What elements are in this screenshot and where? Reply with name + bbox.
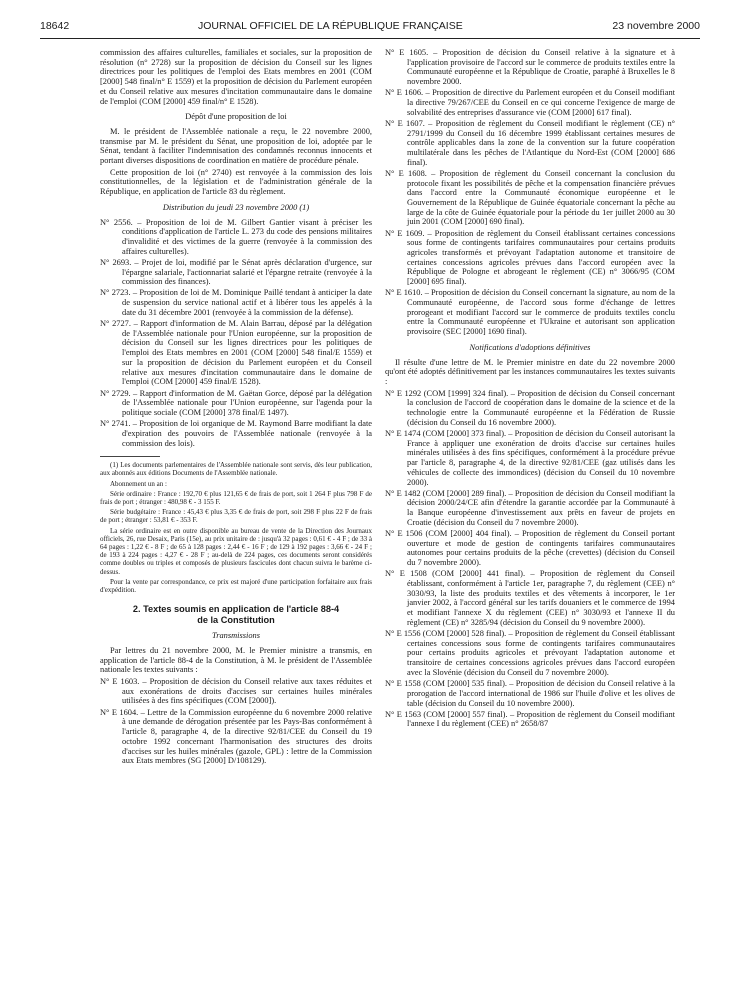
list-item: N° E 1603. – Proposition de décision du Conseil relative aux taxes réduites et aux exonérations de droits d'accises sur certaines huiles minérales utilisées à des fins spécifiques (COM [2000]). xyxy=(100,677,372,706)
list-item: N° E 1608. – Proposition de règlement du Conseil concernant la conclusion du protocole fixant les possibilités de pêche et la compensation financière prévues dans l'accord entre la Communauté économique européenne et le Gouvernement de la République de Guinée équatoriale concernant la pêche au large de la côte de Guinée équatoriale pour la période du 1er juillet 2000 au 30 juin 2001 (COM [2000] 690 final). xyxy=(385,168,675,227)
footnote-abonnement: Abonnement un an : xyxy=(110,479,167,488)
list-item: N° E 1604. – Lettre de la Commission européenne du 6 novembre 2000 relative à une demande de dérogation présentée par les Pays-Bas conformément à l'article 8, paragraphe 4, de la directive 92/81/CEE du Conseil du 19 octobre 1992 concernant l'harmonisation des structures des droits d'accises sur les huiles minérales (gazole, GPL) : lettre de la Commission aux Etats membres (SG [2000] D/108129). xyxy=(100,707,372,766)
list-item: N° E 1558 (COM [2000] 535 final). – Proposition de décision du Conseil relative à la prorogation de l'accord international de 1986 sur l'huile d'olive et les olives de table (décision du Conseil du 10 novembre 2000). xyxy=(385,679,675,708)
footnote-correspondance: Pour la vente par correspondance, ce prix est majoré d'une participation forfaitaire aux frais d'expédition. xyxy=(100,577,372,595)
depot-heading: Dépôt d'une proposition de loi xyxy=(185,112,287,122)
issue-date: 23 novembre 2000 xyxy=(612,20,700,32)
list-item: N° 2723. – Proposition de loi de M. Dominique Paillé tendant à anticiper la date de suspension du service national actif et à libérer tous les appelés à la date du 31 décembre 2001 (renvoyée à la commission de la défense). xyxy=(100,288,372,317)
section-2-heading xyxy=(100,604,372,625)
list-item: N° E 1508 (COM [2000] 441 final). – Proposition de règlement du Conseil établissant, conformément à l'article 1er, paragraphe 7, du règlement (CEE) n° 3030/93, la liste des produits textiles et des vêtements à incorporer, le 1er janvier 2002, à l'accord général sur les tarifs douaniers et le commerce de 1994 et modifiant l'annexe X du règlement (CEE) n° 3030/93 et l'annexe II du règlement (CE) n° 3285/94 (décision du Conseil du 9 novembre 2000). xyxy=(385,569,675,627)
list-item: N° 2693. – Projet de loi, modifié par le Sénat après déclaration d'urgence, sur l'épargne salariale, l'actionnariat salarié et l'épargne retraite (renvoyée à la commission des finances). xyxy=(100,257,372,287)
footnote-serie-ordinaire: Série ordinaire : France : 192,70 € plus 121,65 € de frais de port, soit 1 264 F plus 798 F de frais de port ; étranger : 480,98 € - 3 155 F. xyxy=(100,489,372,507)
list-item: N° E 1606. – Proposition de directive du Parlement européen et du Conseil modifiant la directive 79/267/CEE du Conseil en ce qui concerne l'exigence de marge de solvabilité des entreprises d'assurance vie (COM [2000] 617 final). xyxy=(385,88,675,117)
list-item: N° E 1609. – Proposition de règlement du Conseil établissant certaines concessions sous forme de contingents tarifaires communautaires pour certains produits agricoles transformés et prévoyant l'adaptation autonome et transitoire de certaines concessions agricoles prévues dans l'accord européen avec la République de Pologne et abrogeant le règlement (CE) n° 3066/95 (COM [2000] 695 final). xyxy=(385,228,675,287)
list-item: N° E 1556 (COM [2000] 528 final). – Proposition de règlement du Conseil établissant certaines concessions sous forme de contingents tarifaires communautaires pour certains produits agricoles et prévoyant l'adaptation autonome et transitoire de certaines concessions agricoles prévues dans l'accord européen avec la Slovénie (décision du Conseil du 7 novembre 2000). xyxy=(385,629,675,677)
depot-paragraph-2: Cette proposition de loi (n° 2740) est renvoyée à la commission des lois constitutionnelles, de la législation et de l'administration générale de la République, en application de l'article 83 du règlement. xyxy=(100,167,372,197)
left-column xyxy=(100,48,372,767)
list-item: N° 2556. – Proposition de loi de M. Gilbert Gantier visant à préciser les conditions d'application de l'article L. 273 du code des pensions militaires d'invalidité et des victimes de la guerre (renvoyée à la commission des affaires culturelles). xyxy=(100,217,372,256)
journal-title: JOURNAL OFFICIEL DE LA RÉPUBLIQUE FRANÇAISE xyxy=(198,20,463,32)
footnote-vente: La série ordinaire est en outre disponible au bureau de vente de la Direction des Journaux officiels, 26, rue Desaix, Paris (15e), au prix unitaire de : jusqu'à 32 pages : 0,61 € - 4 F ; de 33 à 64 pages : 1,22 € - 8 F ; de 65 à 128 pages : 2,44 € - 16 F ; de 129 à 192 pages : 3,66 € - 24 F ; de 193 à 224 pages : 4,27 € - 28 F ; au-delà de 224 pages, ces documents seront considérés comme doubles ou triples et composés de plusieurs fascicules dont chacun suivra le barème ci-dessus. xyxy=(100,526,372,576)
page-header xyxy=(40,20,700,36)
distribution-heading: Distribution du jeudi 23 novembre 2000 (1) xyxy=(162,202,310,212)
list-item: N° E 1292 (COM [1999] 324 final). – Proposition de décision du Conseil concernant la conclusion de l'accord de coopération dans le domaine de la science et de la technologie entre la Communauté européenne et la Fédération de Russie (décision du Conseil du 16 novembre 2000). xyxy=(385,388,675,427)
right-column xyxy=(385,48,675,731)
footnote-note: (1) Les documents parlementaires de l'Assemblée nationale sont servis, dès leur publication, aux abonnés aux éditions Documents de l'Assemblée nationale. xyxy=(100,461,372,478)
transmissions-list-continued xyxy=(385,48,675,337)
footnote-serie-budgetaire: Série budgétaire : France : 45,43 € plus 3,35 € de frais de port, soit 298 F plus 22 F de frais de port ; étranger : 53,81 € - 353 F. xyxy=(100,508,372,525)
transmissions-heading: Transmissions xyxy=(212,631,260,641)
intro-paragraph: commission des affaires culturelles, familiales et sociales, sur la proposition de résolution (n° 2728) sur la proposition de décision du Conseil sur les lignes directrices pour les politiques de l'emploi des Etats membres en 2001 (COM [2000] 548 final/n° E 1559) et la proposition de décision du Parlement européen et du Conseil relative aux mesures d'incitation communautaire dans le domaine de l'emploi (COM [2000] 459 final/n° E 1528). xyxy=(100,48,372,106)
transmissions-intro: Par lettres du 21 novembre 2000, M. le Premier ministre a transmis, en application de l'article 88-4 de la Constitution, à M. le président de l'Assemblée nationale les textes suivants : xyxy=(100,645,372,675)
list-item: N° E 1605. – Proposition de décision du Conseil relative à la signature et à l'application provisoire de l'accord sur le commerce de produits textiles entre la Communauté européenne et la République de Croatie, paraphé à Bruxelles le 8 novembre 2000. xyxy=(385,48,675,87)
list-item: N° E 1506 (COM [2000] 404 final). – Proposition de règlement du Conseil portant ouverture et mode de gestion de contingents tarifaires communautaires autonomes pour certains produits de la pêche (crevettes) (décision du Conseil du 7 novembre 2000). xyxy=(385,529,675,568)
list-item: N° E 1610. – Proposition de décision du Conseil concernant la signature, au nom de la Communauté européenne, de l'accord sous forme d'échange de lettres prorogeant et modifiant l'accord sur le commerce de produits textiles conclu entre la Communauté européenne et l'Ukraine et autorisant son application provisoire (SEC [2000] 1690 final). xyxy=(385,288,675,337)
page-number: 18642 xyxy=(40,20,70,32)
depot-paragraph-1: M. le président de l'Assemblée nationale a reçu, le 22 novembre 2000, transmise par M. le président du Sénat, une proposition de loi, adoptée par le Sénat, tendant à faciliter l'indemnisation des condamnés reconnus innocents et portant diverses dispositions de coordination en matière de procédure pénale. xyxy=(100,126,372,166)
distribution-list xyxy=(100,218,372,449)
list-item: N° 2727. – Rapport d'information de M. Alain Barrau, déposé par la délégation de l'Assemblée nationale pour l'Union européenne, sur la proposition de décision du Conseil sur les lignes directrices pour les politiques de l'emploi des Etats membres en 2001 (COM [2000] 548 final/E 1559) et sur la proposition de décision du Parlement européen et du Conseil relative aux mesures d'incitation communautaire dans le domaine de l'emploi (COM [2000] 459 final/E 1528). xyxy=(100,319,372,387)
notifications-list xyxy=(385,389,675,729)
notifications-intro: Il résulte d'une lettre de M. le Premier ministre en date du 22 novembre 2000 qu'ont été adoptés définitivement par les instances communautaires les textes suivants : xyxy=(385,357,675,386)
header-rule xyxy=(40,38,700,39)
list-item: N° E 1482 (COM [2000] 289 final). – Proposition de décision du Conseil modifiant la décision 2000/24/CE afin d'étendre la garantie accordée par la Communauté à la Banque européenne d'investissement aux prêts en faveur de projets en Croatie (décision du Conseil du 7 novembre 2000). xyxy=(385,488,675,527)
list-item: N° 2741. – Proposition de loi organique de M. Raymond Barre modifiant la date d'expiration des pouvoirs de l'Assemblée nationale (renvoyée à la commission des lois). xyxy=(100,419,372,448)
list-item: N° E 1563 (COM [2000] 557 final). – Proposition de règlement du Conseil modifiant l'annexe I du règlement (CEE) n° 2658/87 xyxy=(385,709,675,729)
section-2-heading-line-1: 2. Textes soumis en application de l'article 88-4 xyxy=(132,604,340,615)
list-item: N° E 1607. – Proposition de règlement du Conseil modifiant le règlement (CE) n° 2791/1999 du Conseil du 16 décembre 1999 établissant certaines mesures de contrôle applicables dans la zone de la convention sur la future coopération multilatérale dans les pêches de l'Atlantique du Nord-Est (COM [2000] 686 final). xyxy=(385,118,675,167)
list-item: N° E 1474 (COM [2000] 373 final). – Proposition de décision du Conseil autorisant la France à appliquer une exonération de droits d'accise sur certaines huiles minérales utilisées à des fins spécifiques, conformément à la procédure prévue par l'article 8, paragraphe 4, de la directive 92/81/CEE (gaz utilisés dans les véhicules de collecte des immondices) (décision du Conseil du 10 novembre 2000). xyxy=(385,429,675,487)
notifications-heading: Notifications d'adoptions définitives xyxy=(469,342,591,352)
section-2-heading-line-2: de la Constitution xyxy=(197,614,275,625)
footnote-rule xyxy=(100,456,160,457)
footnote xyxy=(100,461,372,594)
transmissions-list xyxy=(100,677,372,766)
list-item: N° 2729. – Rapport d'information de M. Gaëtan Gorce, déposé par la délégation de l'Assemblée nationale pour l'Union européenne, sur l'agenda pour la politique sociale (COM [2000] 378 final/E 1497). xyxy=(100,388,372,417)
